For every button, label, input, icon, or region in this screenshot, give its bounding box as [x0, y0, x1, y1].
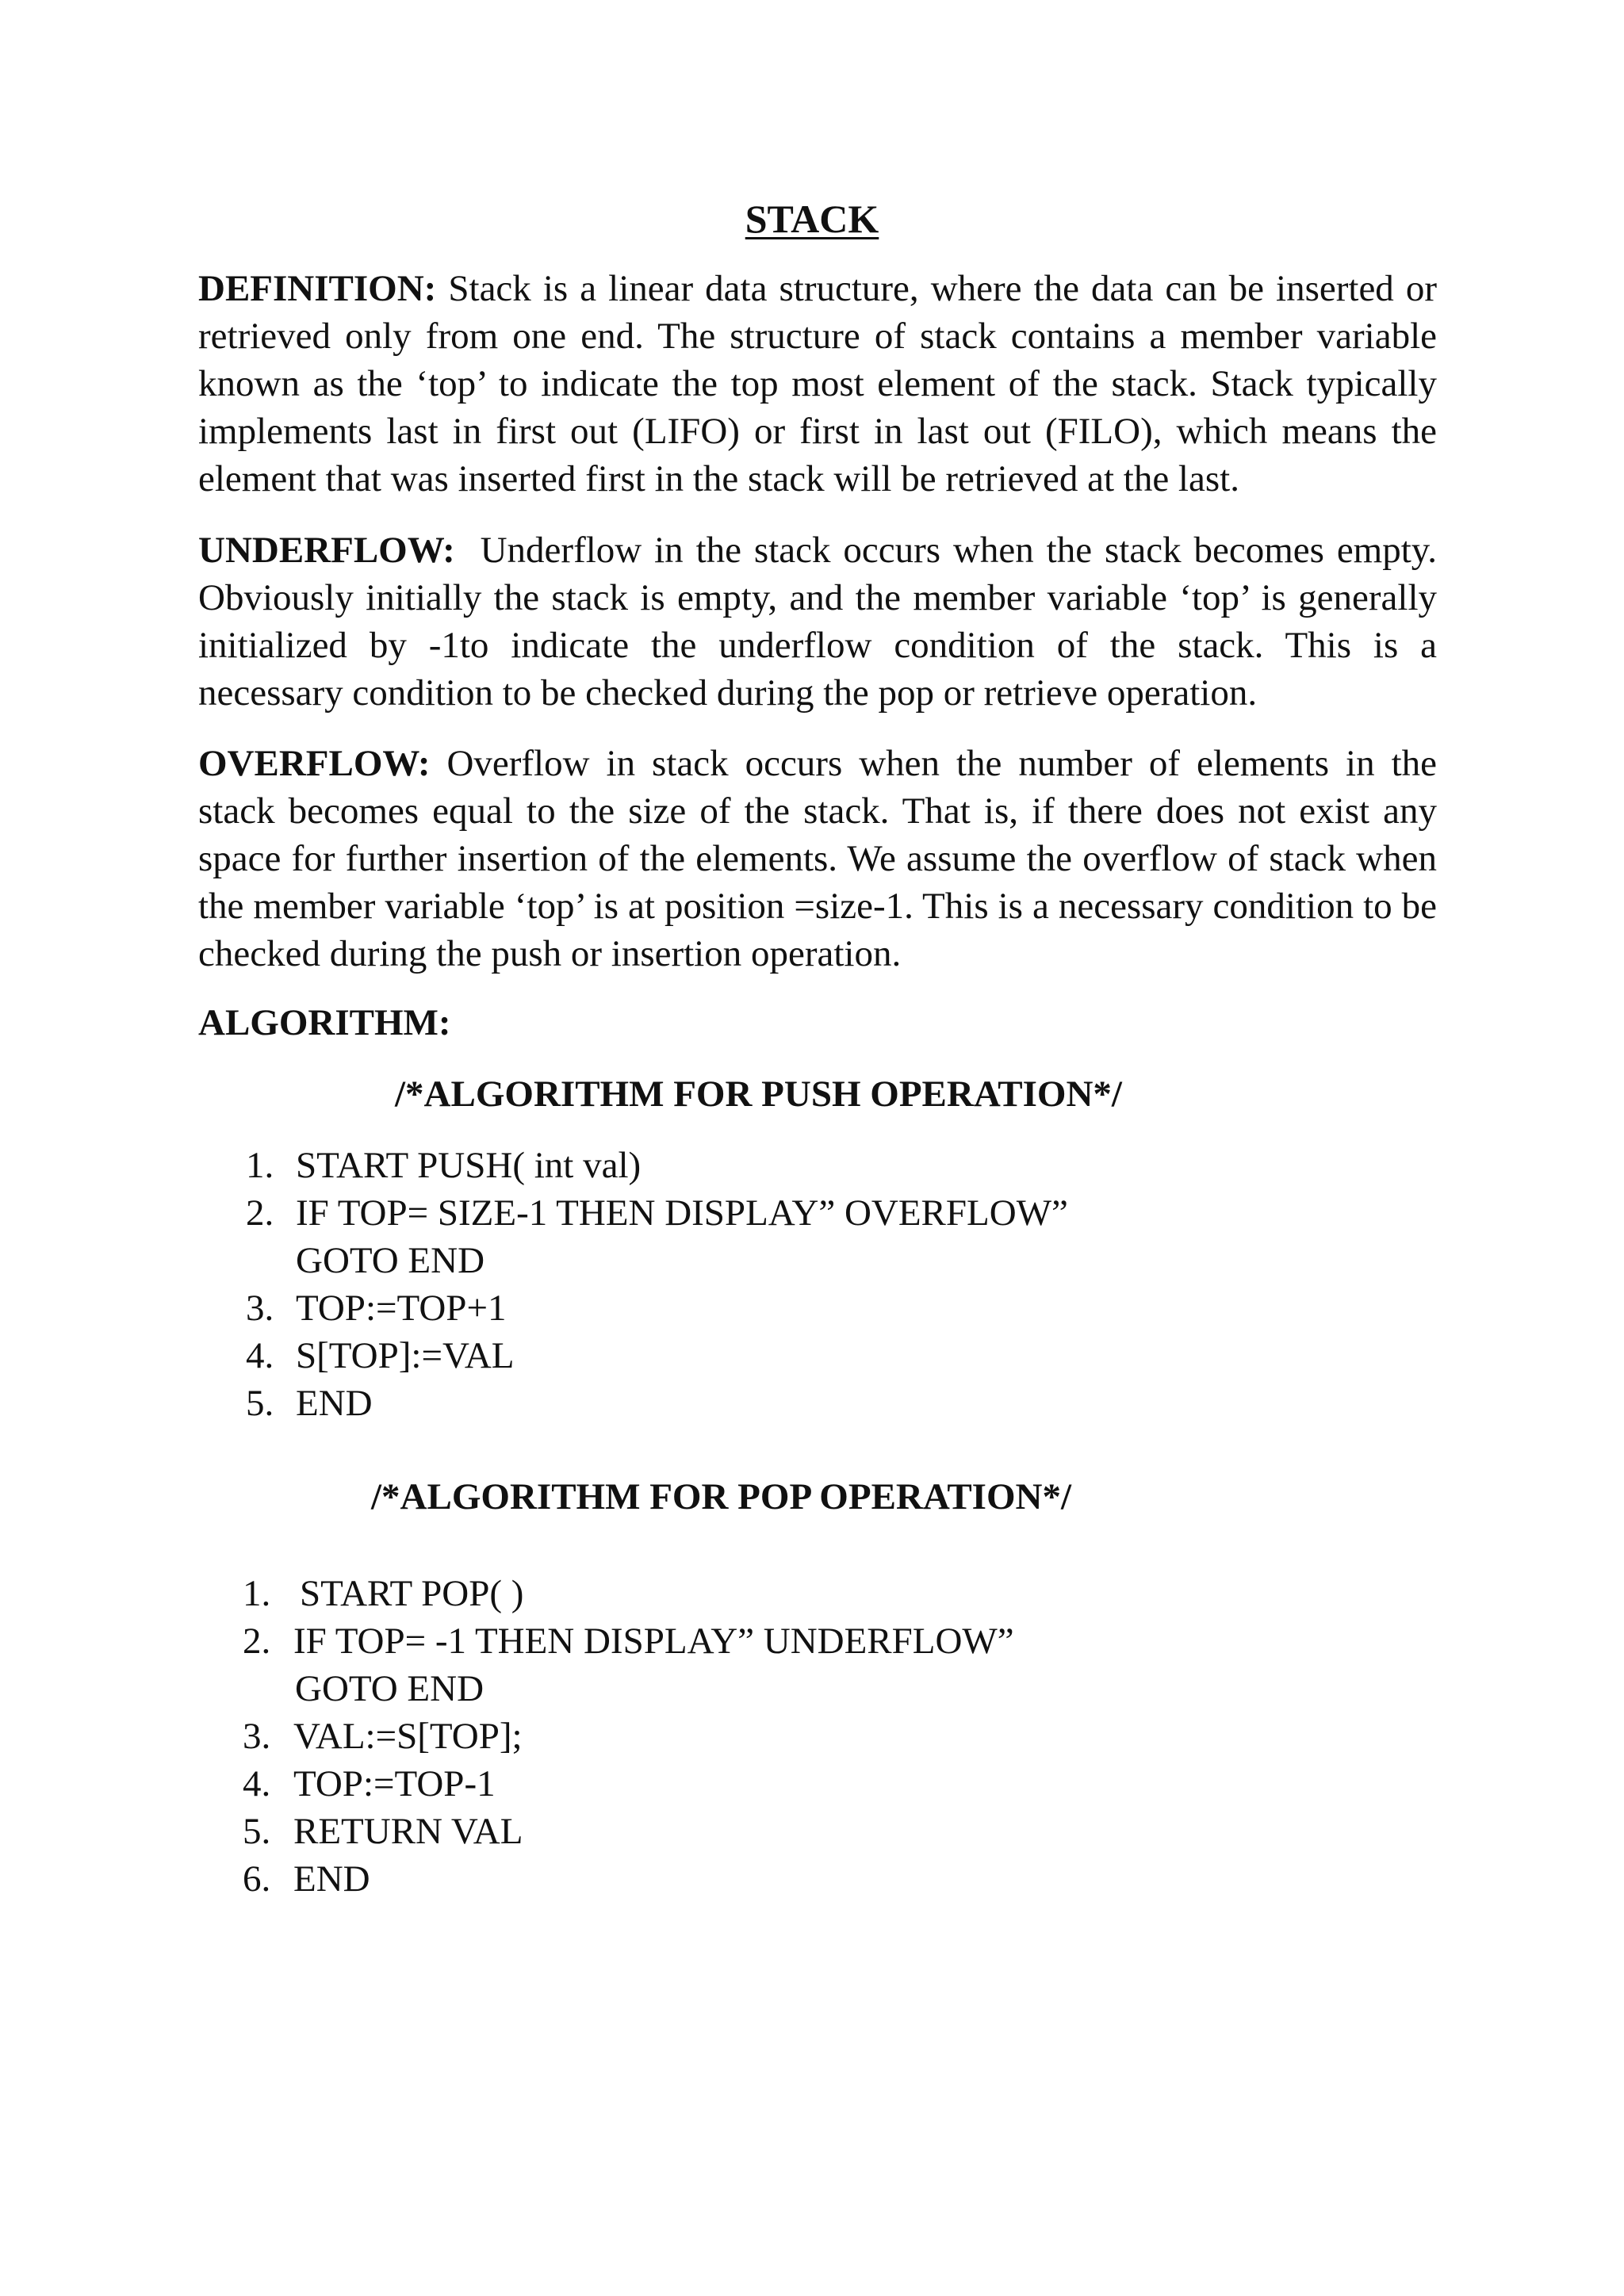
push-step [246, 1284, 1068, 1332]
step-text: TOP:=TOP+1 [296, 1288, 507, 1329]
pop-step [243, 1617, 1014, 1712]
step-text: S[TOP]:=VAL [296, 1335, 515, 1376]
definition-label: DEFINITION: [198, 268, 437, 309]
step-number: 4. [246, 1335, 274, 1376]
underflow-text: Underflow in the stack occurs when the stack becomes empty. Obviously initially the stack is empty, and the member variable ‘top’ is generally initialized by -1to indicate the underflow condition of the stack. This is a necessary condition to be checked during the pop or retrieve operation. [198, 530, 1446, 714]
step-number: 6. [243, 1858, 271, 1900]
pop-steps-list [243, 1570, 1014, 1903]
step-number: 2. [246, 1192, 274, 1234]
pop-step [243, 1855, 1014, 1903]
underflow-paragraph [198, 526, 1446, 717]
overflow-text: Overflow in stack occurs when the number of elements in the stack becomes equal to the size of the stack. That is, if there does not exist any space for further insertion of the elements. We assume the overflow of stack when the member variable ‘top’ is at position =size-1. This is a necessary condition to be checked during the push or insertion operation. [198, 743, 1437, 974]
algorithm-heading: ALGORITHM: [198, 1002, 451, 1043]
pop-step [243, 1570, 1014, 1617]
step-number: 5. [243, 1811, 271, 1852]
step-continuation: GOTO END [296, 1240, 485, 1281]
step-continuation: GOTO END [295, 1668, 485, 1709]
overflow-label: OVERFLOW: [198, 743, 431, 784]
push-steps-list [246, 1142, 1068, 1427]
push-algorithm-title: /*ALGORITHM FOR PUSH OPERATION*/ [395, 1073, 1122, 1115]
step-text: VAL:=S[TOP]; [293, 1716, 523, 1757]
step-number: 3. [243, 1716, 271, 1757]
push-step [246, 1380, 1068, 1427]
step-text: END [296, 1383, 373, 1424]
pop-step [243, 1760, 1014, 1808]
step-text: RETURN VAL [293, 1811, 523, 1852]
step-number: 2. [243, 1621, 271, 1662]
step-text: START POP( ) [300, 1573, 524, 1614]
push-step [246, 1332, 1068, 1380]
push-step [246, 1142, 1068, 1189]
step-number: 4. [243, 1763, 271, 1804]
definition-text: Stack is a linear data structure, where the data can be inserted or retrieved only from one end. The structure of stack contains a member variable known as the ‘top’ to indicate the top most element of the stack. Stack typically implements last in first out (LIFO) or first in last out (FILO), which means the element that was inserted first in the stack will be retrieved at the last. [198, 268, 1437, 499]
pop-step [243, 1712, 1014, 1760]
step-text: START PUSH( int val) [296, 1145, 642, 1186]
definition-paragraph [198, 265, 1437, 503]
step-number: 1. [243, 1573, 271, 1614]
pop-step [243, 1808, 1014, 1855]
underflow-label: UNDERFLOW: [198, 530, 455, 571]
step-text: END [293, 1858, 370, 1900]
step-number: 1. [246, 1145, 274, 1186]
step-text: IF TOP= -1 THEN DISPLAY” UNDERFLOW” [293, 1621, 1014, 1662]
step-text: IF TOP= SIZE-1 THEN DISPLAY” OVERFLOW” [296, 1192, 1068, 1234]
page-title: STACK [745, 197, 879, 241]
step-number: 3. [246, 1288, 274, 1329]
push-step [246, 1189, 1068, 1284]
step-text: TOP:=TOP-1 [293, 1763, 496, 1804]
pop-algorithm-title: /*ALGORITHM FOR POP OPERATION*/ [371, 1476, 1072, 1517]
step-number: 5. [246, 1383, 274, 1424]
overflow-paragraph [198, 740, 1437, 978]
